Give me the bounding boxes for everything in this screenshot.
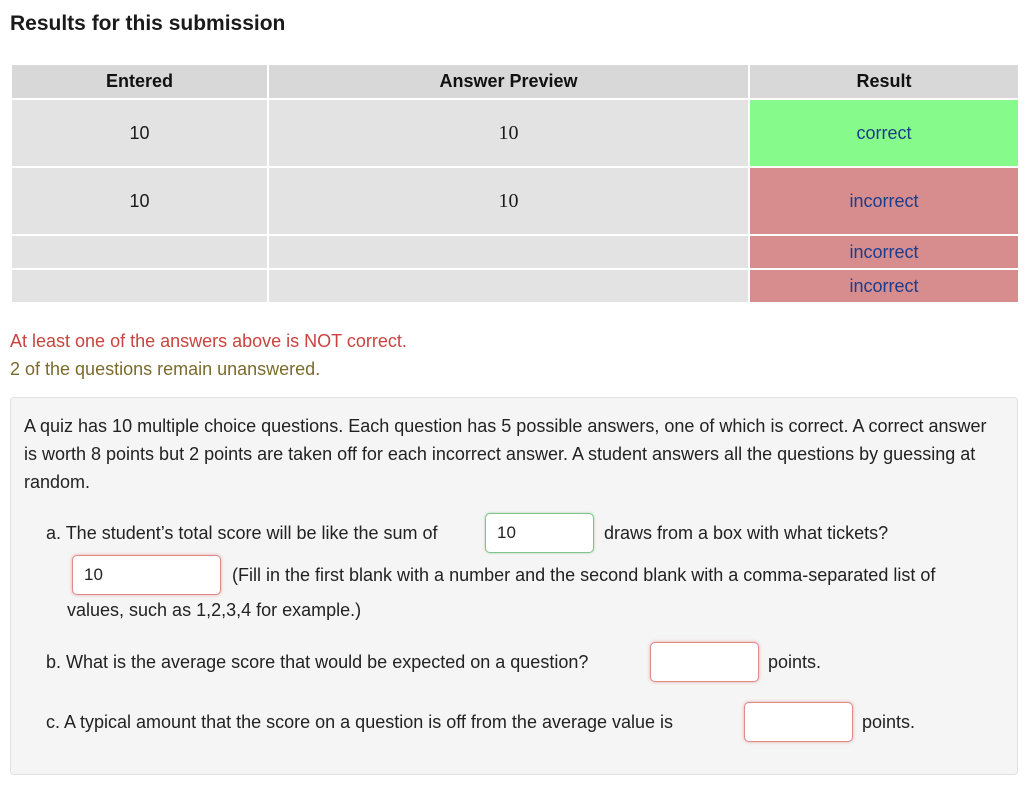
- table-row: [11, 269, 1019, 303]
- entered-cell: 10: [11, 167, 268, 235]
- entered-cell: [11, 269, 268, 303]
- results-table: [10, 63, 1020, 304]
- header-entered: Entered: [11, 64, 268, 99]
- answer-preview-cell: 10: [268, 167, 749, 235]
- entered-cell: 10: [11, 99, 268, 167]
- results-header-row: [11, 64, 1019, 99]
- part-a-hint-continued: values, such as 1,2,3,4 for example.): [67, 600, 362, 620]
- part-a-prompt-continued: draws from a box with what tickets?: [604, 523, 889, 543]
- answer-preview-cell: [268, 269, 749, 303]
- problem-intro: A quiz has 10 multiple choice questions. Each question has 5 possible answers, one of which is correct. A correct answer is worth 8 points but 2 points are taken off for each incorrect answer. A student answers all the questions by guessing at random.: [24, 416, 987, 492]
- part-a-tickets-input[interactable]: 10: [72, 555, 221, 595]
- part-c-spread-input[interactable]: [744, 702, 853, 742]
- header-result: Result: [749, 64, 1019, 99]
- table-row: [11, 99, 1019, 167]
- part-b-average-input[interactable]: [650, 642, 759, 682]
- part-c-unit: points.: [862, 712, 916, 732]
- page-title: Results for this submission: [10, 12, 286, 35]
- part-b-unit: points.: [768, 652, 822, 672]
- result-cell-incorrect: incorrect: [749, 269, 1019, 303]
- table-row: [11, 235, 1019, 269]
- answer-preview-cell: [268, 235, 749, 269]
- entered-cell: [11, 235, 268, 269]
- problem-panel: [10, 397, 1018, 775]
- result-cell-incorrect: incorrect: [749, 235, 1019, 269]
- part-a-prompt: a. The student’s total score will be like the sum of: [46, 523, 438, 543]
- part-b-prompt: b. What is the average score that would be expected on a question?: [46, 652, 589, 672]
- not-correct-message: At least one of the answers above is NOT correct.: [10, 331, 407, 351]
- part-c-prompt: c. A typical amount that the score on a question is off from the average value is: [46, 712, 674, 732]
- unanswered-message: 2 of the questions remain unanswered.: [10, 359, 321, 379]
- part-a-count-input[interactable]: 10: [485, 513, 594, 553]
- part-a-hint: (Fill in the first blank with a number and the second blank with a comma-separated list of: [232, 565, 936, 585]
- answer-preview-cell: 10: [268, 99, 749, 167]
- result-cell-incorrect: incorrect: [749, 167, 1019, 235]
- header-answer-preview: Answer Preview: [268, 64, 749, 99]
- table-row: [11, 167, 1019, 235]
- result-cell-correct: correct: [749, 99, 1019, 167]
